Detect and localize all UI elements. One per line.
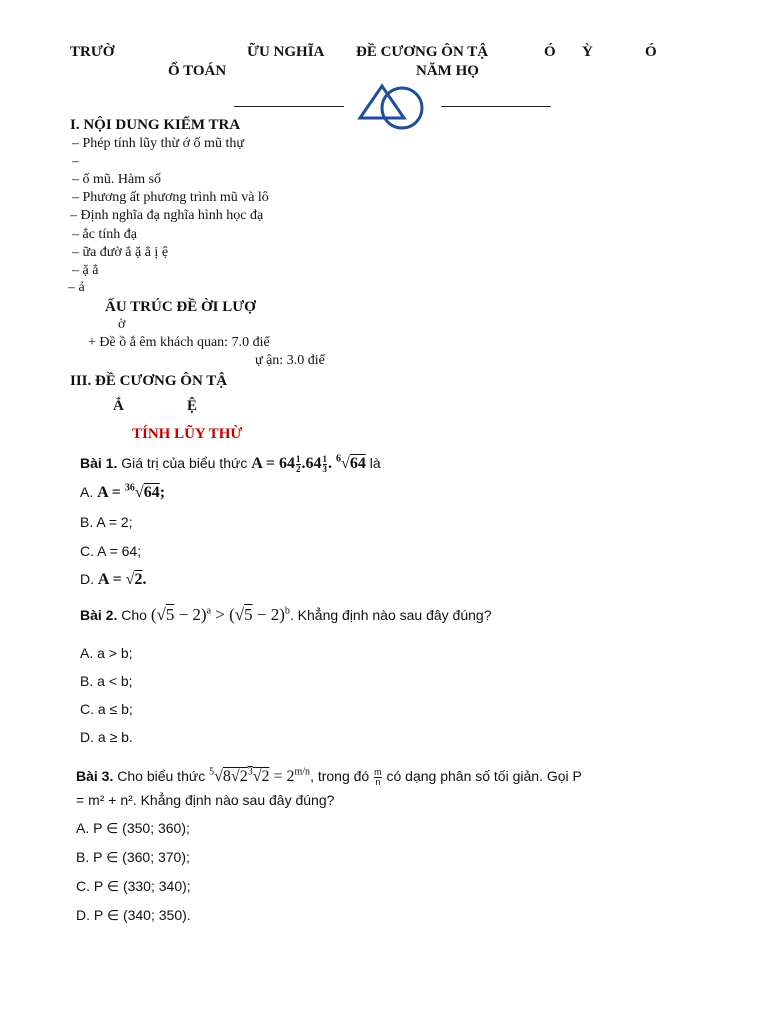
bai-3-mid: , trong đó [310, 768, 370, 785]
bai-1-question [80, 455, 381, 474]
bai-2-option-c: C. a ≤ b; [80, 701, 133, 717]
bai-2-label: Bài 2. [80, 607, 118, 623]
school-name-fragment: TRƯỜ [70, 44, 115, 60]
section-1-heading: I. NỘI DUNG KIỂM TRA [70, 117, 241, 133]
option-label: D. [80, 571, 94, 587]
triangle-circle-logo-icon [356, 82, 428, 132]
bai-2-option-a: A. a > b; [80, 645, 133, 661]
section-2-sub: ờ [118, 317, 126, 332]
bai-2-text: Cho [121, 607, 147, 623]
bai-1-expression: A = 64 $\frac{1}{2}$ .64 $\frac{1}{3}$ . $^6$√64 [251, 453, 366, 474]
section-2-heading: ẤU TRÚC ĐỀ ỜI LƯỢ [105, 299, 256, 315]
section-2-line-2: ự ận: 3.0 điể [255, 353, 325, 368]
list-item: – ố mũ. Hàm số [72, 172, 162, 187]
title-fragment-1: Ó [544, 44, 556, 60]
bai-3-option-b: B. P ∈ (360; 370); [76, 849, 190, 865]
section-2-line-1: + Đề ồ ắ êm khách quan: 7.0 điể [88, 335, 270, 350]
bai-1-option-b: B. A = 2; [80, 514, 133, 530]
section-3-sub-2: Ệ [187, 398, 198, 414]
list-item: – Định nghĩa đạ nghĩa hình học đạ [70, 208, 264, 223]
bai-3-label: Bài 3. [76, 768, 114, 785]
header-rule-right [441, 106, 551, 107]
bai-2-question [80, 605, 492, 625]
bai-2-expression: $(√5 - 2)^a > (√5 - 2)^b$ [150, 605, 290, 624]
list-item: – ữa đườ ẳ ặ ẳ ị ệ [72, 245, 169, 260]
bai-1-option-d [80, 571, 146, 589]
bai-3-tail: có dạng phân số tối giản. Gọi P [386, 768, 582, 785]
bai-1-option-a [80, 484, 165, 502]
section-3-heading: III. ĐỀ CƯƠNG ÔN TẬ [70, 373, 228, 389]
department-name: Ổ TOÁN [168, 63, 227, 79]
list-item: – ả [68, 280, 85, 295]
option-label: A. [80, 484, 94, 500]
bai-3-fraction: $\frac{m}{n}$ [374, 767, 382, 787]
title-fragment-2: Ỳ [582, 44, 593, 60]
bai-1-text: Giá trị của biểu thức [121, 455, 248, 472]
bai-1-label: Bài 1. [80, 455, 118, 472]
topic-heading: TÍNH LŨY THỪ [132, 426, 243, 442]
bai-2-option-d: D. a ≥ b. [80, 729, 133, 745]
bai-1-option-c: C. A = 64; [80, 543, 142, 559]
list-item: – Phương ất phương trình mũ và lô [72, 190, 269, 205]
list-item: – [72, 154, 79, 169]
bai-3-line-2: = m² + n². Khẳng định nào sau đây đúng? [76, 792, 335, 808]
header-rule-left [234, 106, 344, 107]
bai-3-option-c: C. P ∈ (330; 340); [76, 878, 191, 894]
list-item: – Phép tính lũy thừ ớ ố mũ thự [72, 136, 244, 151]
section-3-sub-1: Ắ [113, 398, 124, 414]
bai-1-tail: là [369, 455, 381, 472]
school-year: NĂM HỌ [416, 63, 479, 79]
list-item: – ắc tính đạ [72, 227, 137, 242]
option-a-expression: A = $^{36}$√64; [97, 482, 166, 501]
bai-2-option-b: B. a < b; [80, 673, 133, 689]
doc-title: ĐỀ CƯƠNG ÔN TẬ [356, 44, 489, 60]
bai-3-question [76, 768, 582, 787]
title-fragment-3: Ó [645, 44, 657, 60]
list-item: – ặ ẳ [72, 263, 99, 278]
bai-3-option-d: D. P ∈ (340; 350). [76, 907, 191, 923]
option-d-expression: A = √2. [97, 571, 147, 588]
bai-3-expression: $^5√8√2^3√2 = 2^{m/n}$ [209, 766, 311, 786]
school-name-fragment-2: ỮU NGHĨA [247, 44, 325, 60]
bai-3-text: Cho biểu thức [117, 768, 206, 785]
bai-2-tail: . Khẳng định nào sau đây đúng? [289, 607, 492, 623]
bai-3-option-a: A. P ∈ (350; 360); [76, 820, 190, 836]
